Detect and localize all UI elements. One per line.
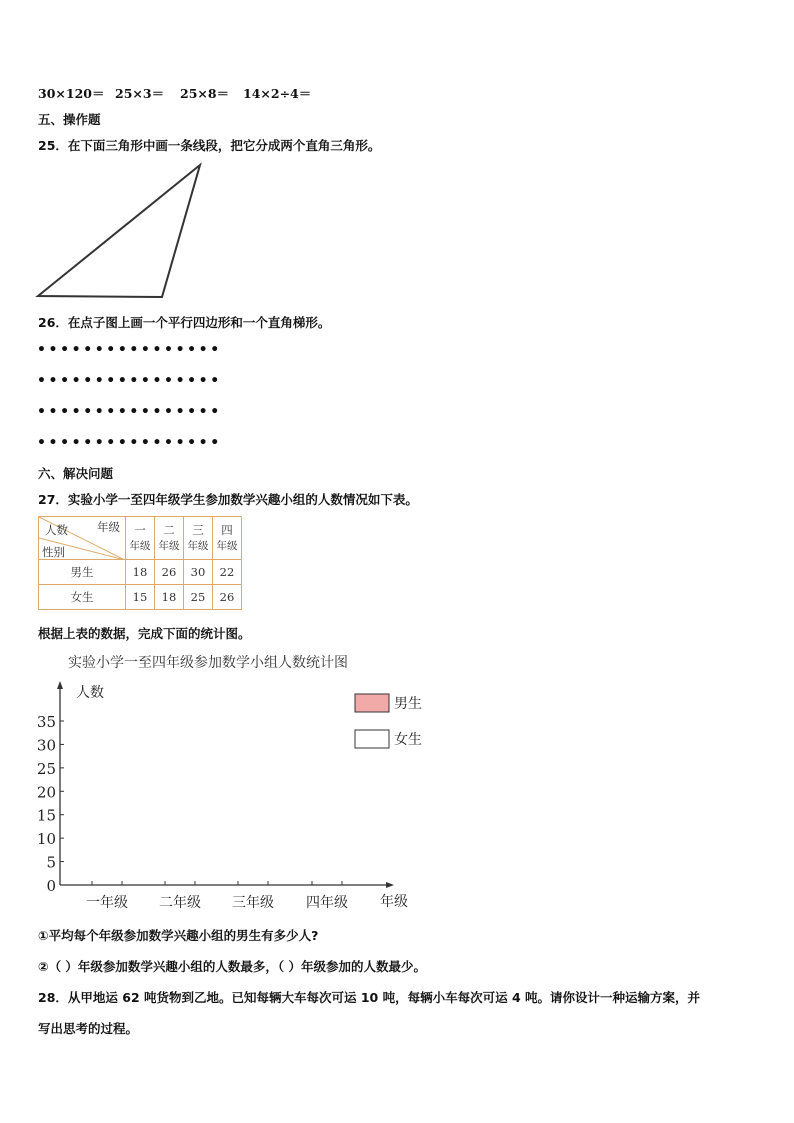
dot-row-3: •••••••••••••••• [37,404,222,420]
table-corner-header [39,517,126,560]
grade-header-2: 二 年级 [155,517,184,560]
calc-item-4: 14×2÷4＝ [243,86,312,101]
question-27: 27．实验小学一至四年级学生参加数学兴趣小组的人数情况如下表。 [38,492,418,507]
y-tick-label: 15 [36,806,56,825]
x-category-label: 一年级 [86,895,128,911]
sub-question-2: ②（ ）年级参加数学兴趣小组的人数最多，（ ）年级参加的人数最少。 [38,959,427,974]
legend-swatch [355,694,389,712]
row-label-girls: 女生 [39,585,126,610]
header-gender-label: 性别 [42,545,65,559]
grade-header-4: 四 年级 [213,517,242,560]
calc-item-1: 30×120＝ [38,86,105,101]
question-25: 25．在下面三角形中画一条线段，把它分成两个直角三角形。 [38,138,381,153]
y-tick-label: 20 [36,783,56,802]
legend-swatch [355,730,389,748]
x-category-label: 三年级 [232,895,274,911]
question-28-line-1: 28．从甲地运 62 吨货物到乙地。已知每辆大车每次可运 10 吨，每辆小车每次可运 4 吨。请你设计一种运输方案，并 [38,990,700,1005]
sub-question-1: ①平均每个年级参加数学兴趣小组的男生有多少人? [38,928,319,943]
data-table [38,516,242,610]
header-grade-label: 年级 [97,520,120,534]
dot-row-4: •••••••••••••••• [37,435,222,451]
y-axis-label: 人数 [76,685,104,701]
legend-label: 男生 [394,696,422,712]
y-tick-label: 5 [46,853,56,872]
dot-row-2: •••••••••••••••• [37,373,222,389]
row-label-boys: 男生 [39,560,126,585]
question-27-instruction: 根据上表的数据，完成下面的统计图。 [38,626,251,641]
table-row-girls [39,585,242,610]
grade-header-1: 一 年级 [126,517,155,560]
question-28-line-2: 写出思考的过程。 [38,1021,139,1036]
x-axis-label: 年级 [380,894,408,910]
bar-chart [30,645,450,920]
table-cell: 18 [155,585,184,610]
table-cell: 22 [213,560,242,585]
x-category-label: 四年级 [306,895,348,911]
section-5-title: 五、操作题 [38,112,101,127]
table-cell: 30 [184,560,213,585]
y-axis-arrow [57,681,63,689]
dot-row-1: •••••••••••••••• [37,342,222,358]
table-cell: 18 [126,560,155,585]
y-tick-label: 30 [36,736,56,755]
table-cell: 25 [184,585,213,610]
calc-item-2: 25×3＝ [115,86,165,101]
calc-item-3: 25×8＝ [180,86,230,101]
header-count-label: 人数 [45,523,68,537]
y-tick-label: 25 [36,759,56,778]
chart-title: 实验小学一至四年级参加数学小组人数统计图 [68,655,348,671]
y-tick-label: 35 [36,713,56,731]
grade-header-3: 三 年级 [184,517,213,560]
triangle-figure [30,158,220,303]
x-category-label: 二年级 [159,895,201,911]
table-cell: 26 [155,560,184,585]
section-6-title: 六、解决问题 [38,466,114,481]
y-tick-label: 10 [36,830,56,849]
legend-label: 女生 [394,732,422,748]
question-26: 26．在点子图上画一个平行四边形和一个直角梯形。 [38,315,331,330]
y-tick-label: 0 [46,877,56,895]
table-cell: 15 [126,585,155,610]
x-axis-arrow [386,882,394,888]
table-row-boys [39,560,242,585]
table-cell: 26 [213,585,242,610]
